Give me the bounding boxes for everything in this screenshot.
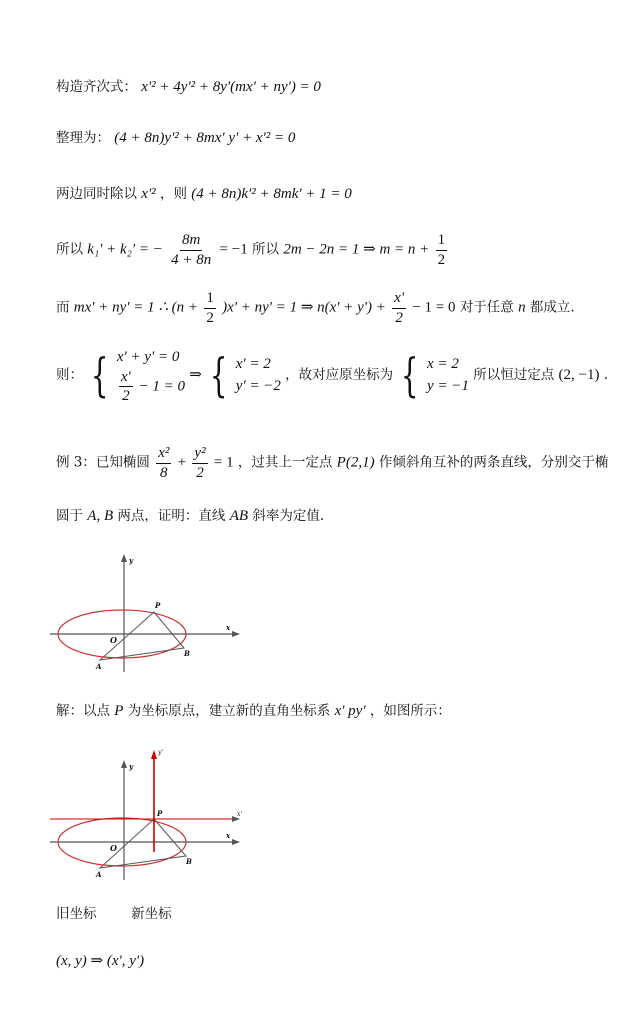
line5-denominator-2: 2 <box>395 309 403 326</box>
fig2-new-x-label: x' <box>237 811 243 818</box>
line5-numerator-2: x' <box>392 290 406 309</box>
system2-eq1: x' = 2 <box>235 355 271 372</box>
line5-math-c: − 1 = 0 <box>412 299 456 316</box>
example3-statement <box>56 445 608 481</box>
coord-mapping <box>56 954 144 969</box>
ellipse-fraction-y <box>192 445 207 481</box>
system1 <box>117 346 185 405</box>
fig2-x-label: x <box>226 831 231 840</box>
fig1-y-arrow-icon <box>121 554 127 562</box>
system1-numerator: x' <box>119 369 133 388</box>
line4-fraction <box>169 232 213 268</box>
line4-denominator-2: 2 <box>437 251 446 268</box>
line5-numerator: 1 <box>204 290 216 309</box>
line8-label: 圆于 <box>56 508 83 524</box>
line5-fraction-2 <box>392 290 406 326</box>
line4-math-a: k₁' + k₂' = − <box>87 241 163 258</box>
line9-label-b: 为坐标原点，建立新的直角坐标系 <box>127 703 331 719</box>
line5-label: 而 <box>56 299 70 316</box>
line3-math-a: x'² <box>141 186 156 202</box>
line3-label: 两边同时除以 <box>56 186 137 202</box>
system3-eq1: x = 2 <box>427 355 459 372</box>
line8-label-c: 斜率为定值. <box>252 508 325 524</box>
line9-label-c: ，如图所示： <box>369 703 451 719</box>
coord-labels <box>56 908 172 922</box>
line-slope-sum <box>56 232 449 268</box>
new-coord-label: 新坐标 <box>131 906 172 922</box>
line6-label: 则： <box>56 366 83 383</box>
line6-end: . <box>603 366 609 383</box>
fig1-b-label: B <box>184 649 190 658</box>
line8-math: A, B <box>87 508 114 524</box>
old-coord-label: 旧坐标 <box>56 906 97 922</box>
line-homogeneous <box>56 80 321 95</box>
line4-math-b: = −1 <box>219 241 248 258</box>
system1-fraction <box>119 369 133 405</box>
line-system <box>56 346 608 405</box>
system1-denominator: 2 <box>122 388 130 404</box>
line-rearranged <box>56 131 295 146</box>
line5-fraction <box>204 290 216 326</box>
ellipse-figure-1 <box>50 550 250 675</box>
system2 <box>236 353 281 398</box>
fixed-point: (2, −1) <box>558 366 600 383</box>
system3 <box>427 353 469 398</box>
ellipse-fraction-x <box>156 445 171 481</box>
fig2-origin-label: O <box>110 843 117 853</box>
system2-brace: { <box>210 348 228 403</box>
system3-eq2: y = −1 <box>427 378 469 395</box>
fig2-y-arrow-icon <box>121 760 127 768</box>
fig1-x-arrow-icon <box>232 631 240 637</box>
line2-label: 整理为： <box>56 130 110 146</box>
ellipse-x-numerator: x² <box>156 445 171 464</box>
line4-fraction-half <box>436 232 448 268</box>
line5-label-b: 对于任意 <box>459 299 514 316</box>
line4-label: 所以 <box>56 241 83 258</box>
fig1-y-label: y <box>129 556 134 565</box>
solution-intro <box>56 704 451 719</box>
system2-eq2: y' = −2 <box>235 378 281 395</box>
ellipse-x-denominator: 8 <box>160 464 168 481</box>
system1-eq2 <box>117 369 185 405</box>
line4-numerator-2: 1 <box>436 232 448 251</box>
system3-brace: { <box>401 348 419 403</box>
line7-label-c: 作倾斜角互补的两条直线，分别交于椭 <box>378 454 609 471</box>
line9-math: P <box>114 703 124 719</box>
fig2-p-label: P <box>157 809 163 818</box>
line5-math-b: )x' + ny' = 1 ⇒ n(x' + y') + <box>222 299 386 316</box>
line5-math-d: n <box>518 299 526 316</box>
fig1-x-label: x <box>226 623 231 632</box>
line-divide <box>56 187 352 202</box>
line1-label: 构造齐次式： <box>56 79 137 95</box>
fig1-p-label: P <box>155 601 161 610</box>
line4-label-b: 所以 <box>252 241 280 258</box>
line4-denominator: 4 + 8n <box>171 251 212 268</box>
fig2-new-y-label: y' <box>158 749 164 756</box>
ellipse-equals: = 1 <box>213 454 234 471</box>
line5-denominator: 2 <box>206 309 214 326</box>
line9-math-b: x' py' <box>334 703 366 719</box>
fig2-a-label: A <box>96 870 102 879</box>
example3-statement-cont <box>56 509 324 524</box>
fig2-new-y-arrow-icon <box>151 750 157 759</box>
fig2-y-label: y <box>129 762 134 771</box>
line4-numerator: 8m <box>180 232 202 251</box>
fig1-origin-label: O <box>110 635 117 645</box>
line5-math-a: mx' + ny' = 1 ∴ (n + <box>73 299 199 316</box>
system1-brace: { <box>91 348 109 403</box>
line7-label: 例 3：已知椭圆 <box>56 454 150 471</box>
fig2-x-arrow-icon <box>232 839 240 845</box>
line6-label-b: ，故对应原坐标为 <box>285 366 394 383</box>
implies-arrow: ⇒ <box>189 366 202 383</box>
line3-math-b: (4 + 8n)k'² + 8mk' + 1 = 0 <box>191 186 352 202</box>
line8-math-b: AB <box>229 508 249 524</box>
ellipse-plus: + <box>177 454 187 471</box>
fig2-b-label: B <box>186 857 192 866</box>
line8-label-b: 两点，证明：直线 <box>117 508 226 524</box>
ellipse-figure-2 <box>50 744 250 884</box>
line9-label: 解：以点 <box>56 703 110 719</box>
line-fixed-line <box>56 290 575 326</box>
coord-mapping-math: (x, y) ⇒ (x', y') <box>56 953 145 969</box>
line5-label-c: 都成立. <box>529 299 575 316</box>
fig1-a-label: A <box>96 662 102 671</box>
line6-label-c: 所以恒过定点 <box>473 366 555 383</box>
system1-eq2-rest: − 1 = 0 <box>138 377 185 394</box>
line2-math: (4 + 8n)y'² + 8mx' y' + x'² = 0 <box>114 130 296 146</box>
point-p: P(2,1) <box>336 454 375 471</box>
line4-math-c: 2m − 2n = 1 ⇒ m = n + <box>283 241 430 258</box>
system1-eq1: x' + y' = 0 <box>116 349 180 365</box>
line3-label-b: ，则 <box>159 186 187 202</box>
ellipse-y-denominator: 2 <box>196 464 204 481</box>
line1-math: x'² + 4y'² + 8y'(mx' + ny') = 0 <box>141 79 321 95</box>
ellipse-y-numerator: y² <box>192 445 207 464</box>
line7-label-b: ，过其上一定点 <box>237 454 333 471</box>
